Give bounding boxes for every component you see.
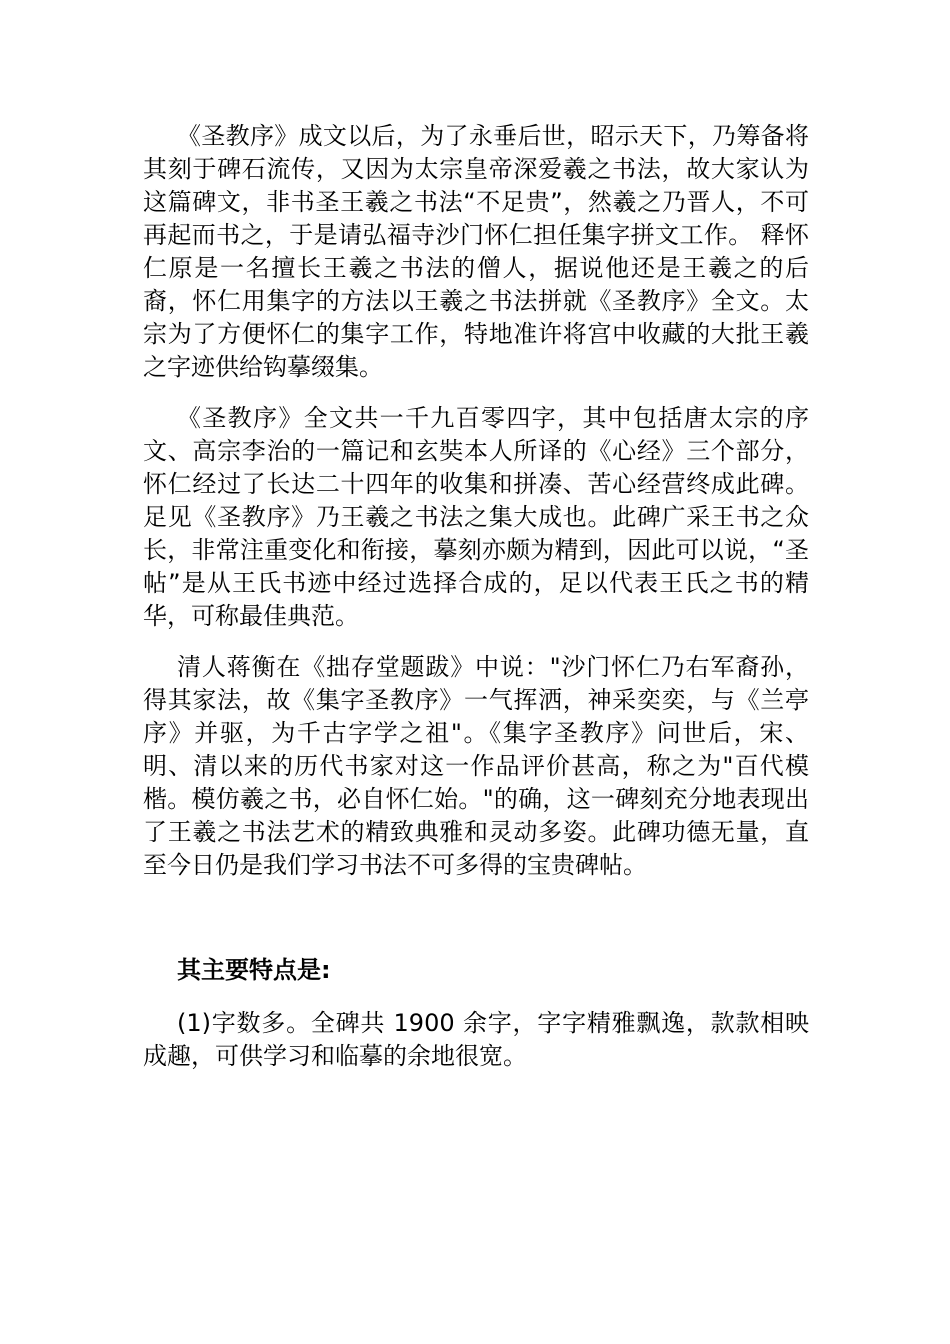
paragraph-evaluation: 清人蒋衡在《拙存堂题跋》中说："沙门怀仁乃右军裔孙，得其家法，故《集字圣教序》一气挥洒，神采奕奕，与《兰亭序》并驱，为千古字学之祖"。《集字圣教序》问世后，宋、明、清以来的历代书家对这一作品评价甚高，称之为"百代模楷。模仿羲之书，必自怀仁始。"的确，这一碑刻充分地表现出了王羲之书法艺术的精致典雅和灵动多姿。此碑功德无量，直至今日仍是我们学习书法不可多得的宝贵碑帖。	[143, 653, 809, 879]
document-page	[143, 120, 809, 1073]
paragraph-origin: 《圣教序》成文以后，为了永垂后世，昭示天下，乃筹备将其刻于碑石流传，又因为太宗皇帝深爱羲之书法，故大家认为这篇碑文，非书圣王羲之书法“不足贵”，然羲之乃晋人，不可再起而书之，于是请弘福寺沙门怀仁担任集字拼文工作。 释怀仁原是一名擅长王羲之书法的僧人，据说他还是王羲之的后裔，怀仁用集字的方法以王羲之书法拼就《圣教序》全文。太宗为了方便怀仁的集字工作，特地准许将宫中收藏的大批王羲之字迹供给钩摹缀集。	[143, 122, 809, 381]
paragraph-content: 《圣教序》全文共一千九百零四字，其中包括唐太宗的序文、高宗李治的一篇记和玄奘本人所译的《心经》三个部分，怀仁经过了长达二十四年的收集和拼凑、苦心经营终成此碑。足见《圣教序》乃王羲之书法之集大成也。此碑广采王书之众长，非常注重变化和衔接，摹刻亦颇为精到，因此可以说，“圣帖”是从王氏书迹中经过选择合成的，足以代表王氏之书的精华，可称最佳典范。	[143, 404, 809, 630]
section-heading: 其主要特点是:	[177, 956, 331, 984]
paragraph-feature-1: (1)字数多。全碑共 1900 余字，字字精雅飘逸，款款相映成趣，可供学习和临摹的余地很宽。	[143, 1009, 809, 1070]
